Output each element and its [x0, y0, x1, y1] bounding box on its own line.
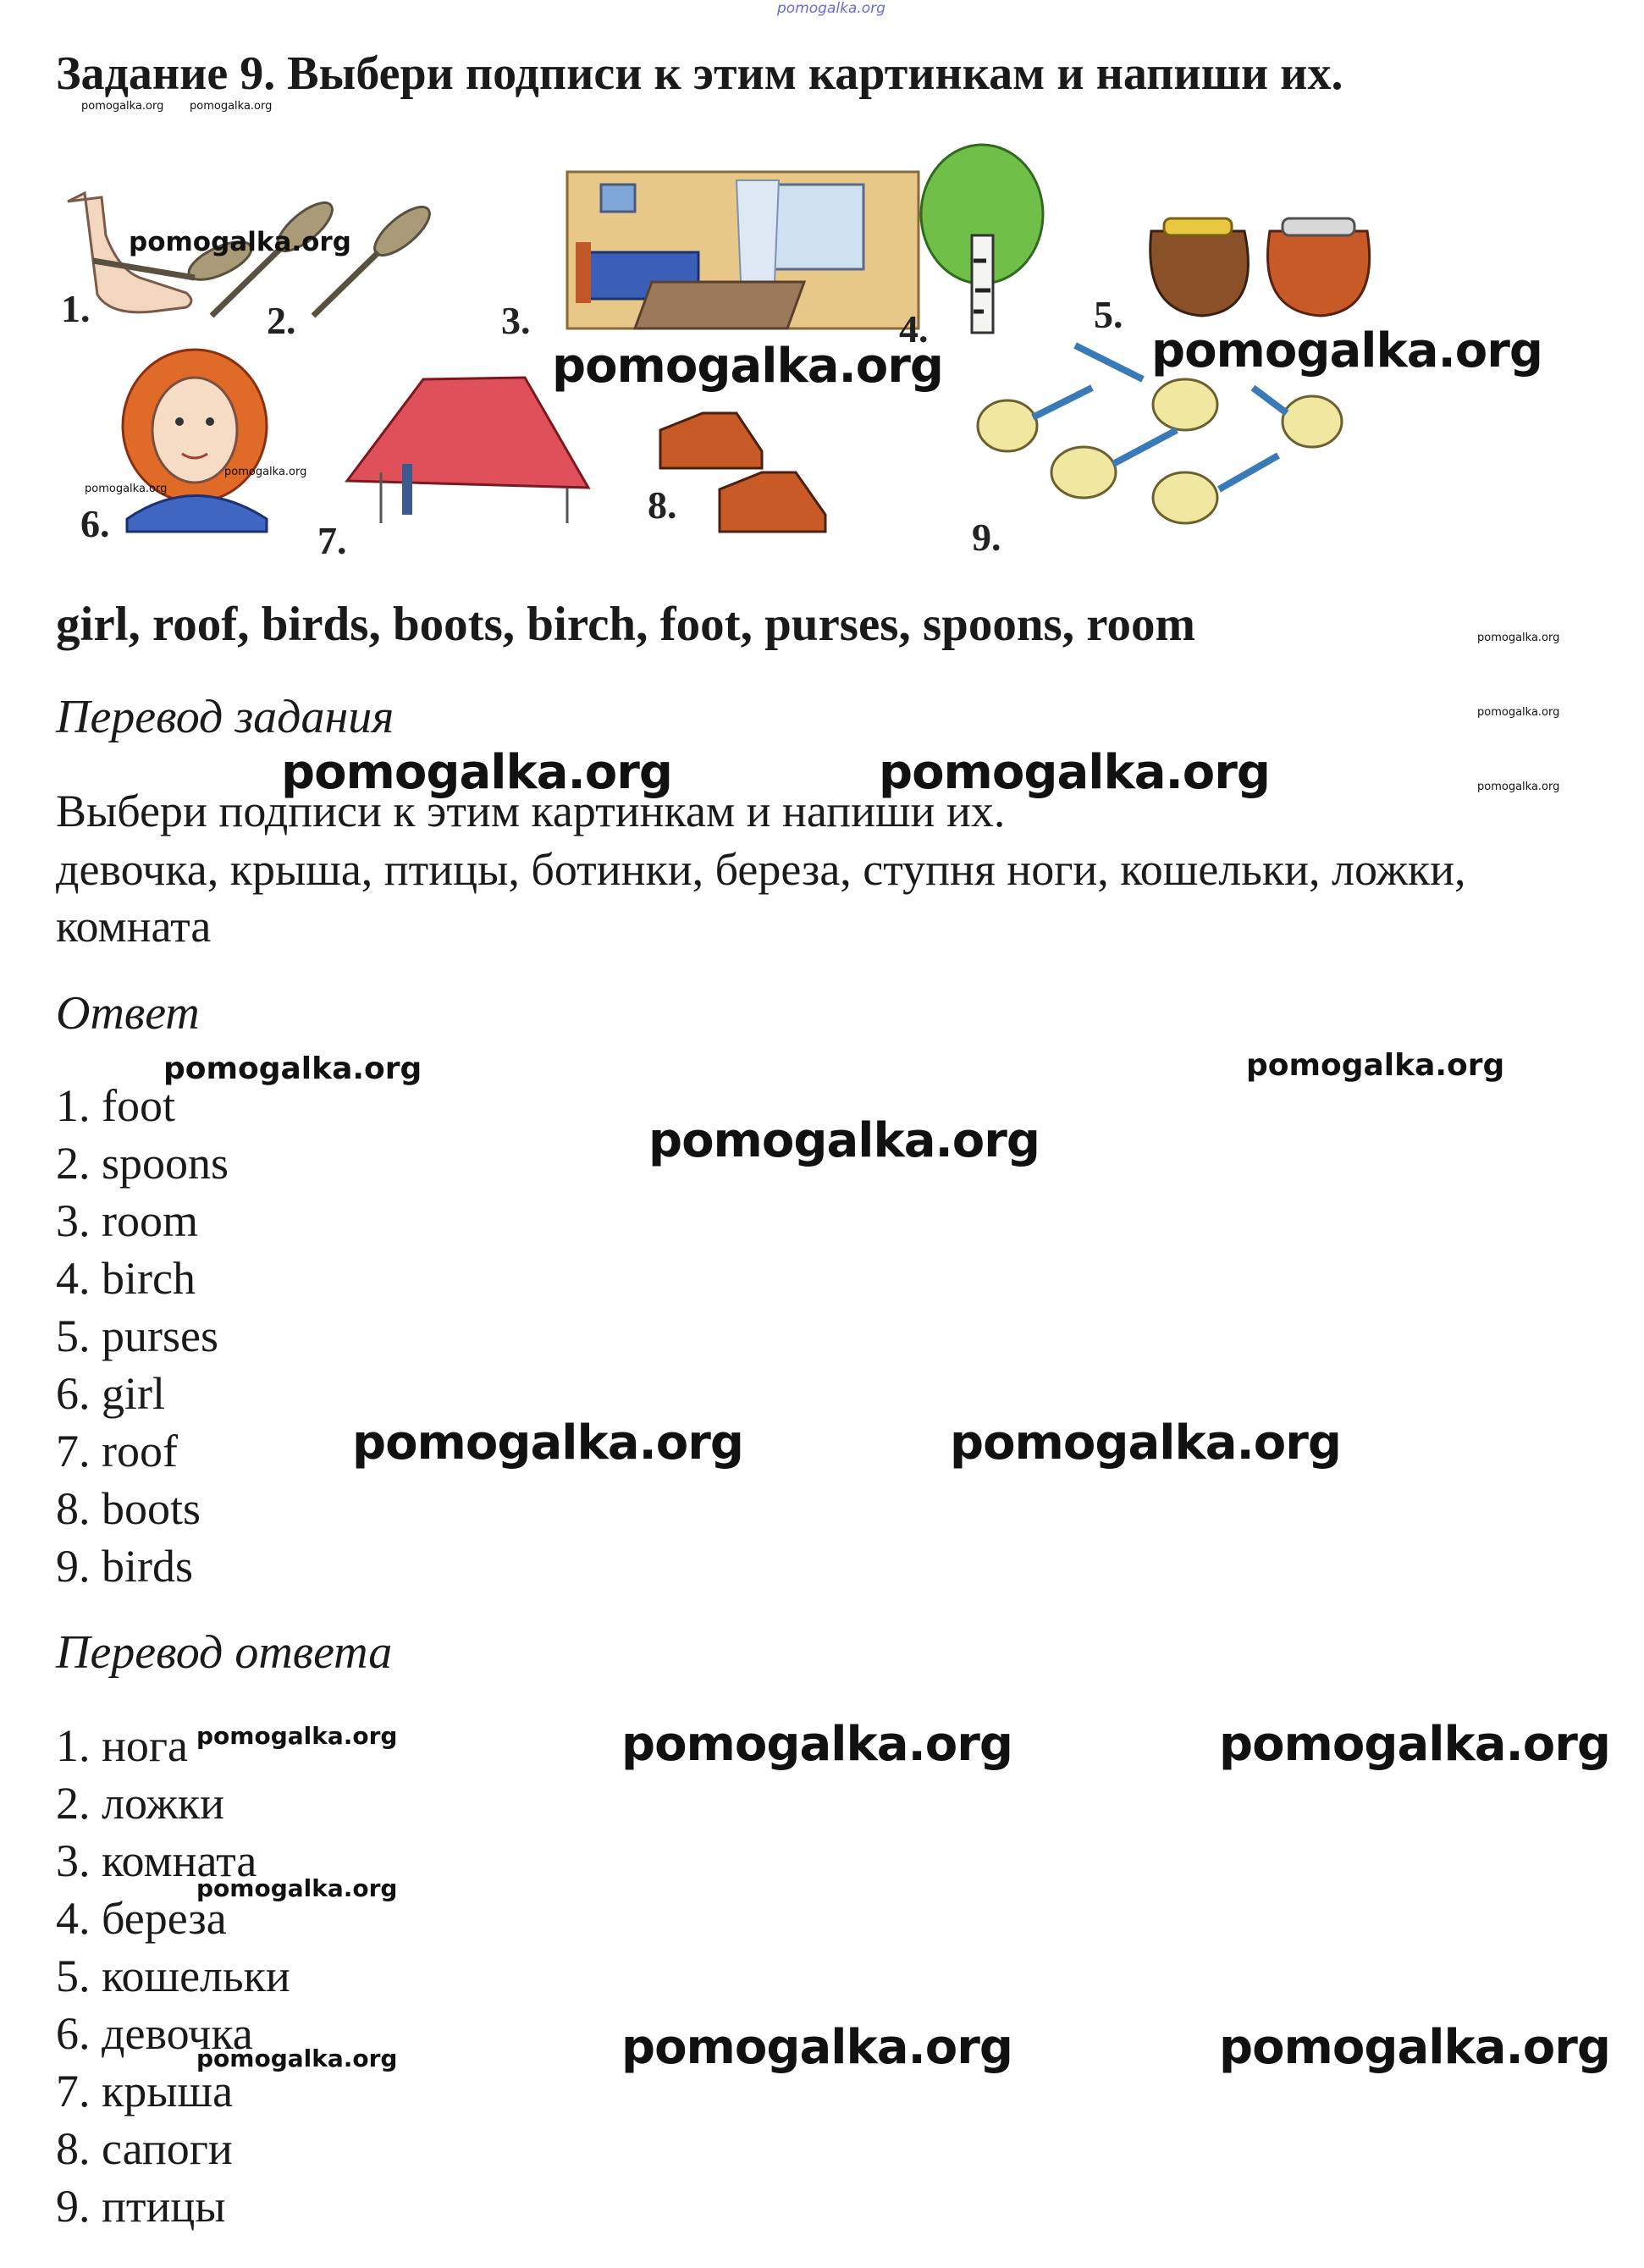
translation-heading: Перевод задания [56, 691, 394, 743]
picture-number: 7. [317, 519, 347, 562]
boots-picture [660, 413, 825, 532]
watermark: pomogalka.org [879, 745, 1270, 800]
watermark: pomogalka.org [281, 745, 672, 800]
watermark: pomogalka.org [552, 339, 943, 394]
answer-translation-item: 8. сапоги [56, 2123, 233, 2174]
watermark: pomogalka.org [196, 1722, 398, 1750]
translation-line: Выбери подписи к этим картинкам и напиши их. [56, 786, 1006, 836]
watermark: pomogalka.org [621, 1717, 1012, 1772]
answer-item: 5. purses [56, 1311, 218, 1361]
watermark: pomogalka.org [163, 1051, 422, 1086]
picture-number: 5. [1094, 293, 1123, 336]
birch-picture [921, 145, 1043, 333]
picture-number: 8. [648, 483, 677, 527]
answer-translation-item: 9. птицы [56, 2181, 226, 2232]
watermark: pomogalka.org [129, 227, 351, 257]
answer-translation-item: 5. кошельки [56, 1951, 290, 2001]
picture-number: 9. [972, 516, 1001, 559]
answer-item: 7. roof [56, 1426, 178, 1476]
roof-picture [347, 378, 588, 523]
answer-list [56, 1077, 229, 1595]
girl-picture [123, 350, 267, 532]
watermark: pomogalka.org [196, 1874, 398, 1902]
answer-translation-heading: Перевод ответа [56, 1626, 393, 1679]
answer-translation-item: 2. ложки [56, 1778, 225, 1829]
answer-item: 6. girl [56, 1368, 165, 1419]
answer-item: 9. birds [56, 1541, 193, 1592]
picture-number: 4. [899, 307, 929, 350]
answer-item: 8. boots [56, 1483, 201, 1534]
picture-number: 2. [267, 299, 296, 342]
watermark-small: pomogalka.org [85, 483, 168, 495]
watermark: pomogalka.org [648, 1113, 1040, 1168]
answer-translation-item: 3. комната [56, 1835, 257, 1886]
room-picture [567, 172, 919, 328]
answer-item: 1. foot [56, 1080, 175, 1131]
picture-number: 1. [61, 287, 91, 330]
translation-line: девочка, крыша, птицы, ботинки, береза, ступня ноги, кошельки, ложки, [56, 844, 1466, 895]
watermark-top: pomogalka.org [777, 0, 885, 17]
watermark-small: pomogalka.org [1477, 781, 1560, 793]
watermark: pomogalka.org [621, 2020, 1012, 2075]
watermark-small: pomogalka.org [1477, 632, 1560, 644]
watermark: pomogalka.org [1219, 2020, 1610, 2075]
watermark-small: pomogalka.org [224, 466, 307, 478]
watermark: pomogalka.org [1246, 1048, 1505, 1083]
answer-item: 4. birch [56, 1253, 196, 1304]
purses-picture [1150, 218, 1370, 316]
answer-translation-item: 4. береза [56, 1893, 227, 1944]
watermark-small: pomogalka.org [1477, 706, 1560, 719]
watermark: pomogalka.org [196, 2045, 398, 2072]
task-title: Задание 9. Выбери подписи к этим картинкам и напиши их. [56, 47, 1343, 100]
answer-item: 2. spoons [56, 1138, 229, 1189]
answer-heading: Ответ [56, 987, 200, 1040]
picture-number: 3. [501, 299, 531, 342]
watermark-small: pomogalka.org [81, 100, 164, 113]
watermark: pomogalka.org [352, 1415, 743, 1471]
watermark: pomogalka.org [1151, 323, 1542, 378]
answer-translation-item: 6. девочка [56, 2008, 253, 2059]
answer-translation-list [56, 1717, 290, 2235]
word-list: girl, roof, birds, boots, birch, foot, purses, spoons, room [56, 598, 1195, 651]
watermark-small: pomogalka.org [190, 100, 273, 113]
watermark: pomogalka.org [1219, 1717, 1610, 1772]
translation-line: комната [56, 901, 212, 952]
watermark: pomogalka.org [950, 1415, 1341, 1471]
answer-translation-item: 7. крыша [56, 2066, 234, 2116]
answer-translation-item: 1. нога [56, 1720, 189, 1771]
picture-number: 6. [80, 502, 110, 545]
answer-item: 3. room [56, 1195, 198, 1246]
